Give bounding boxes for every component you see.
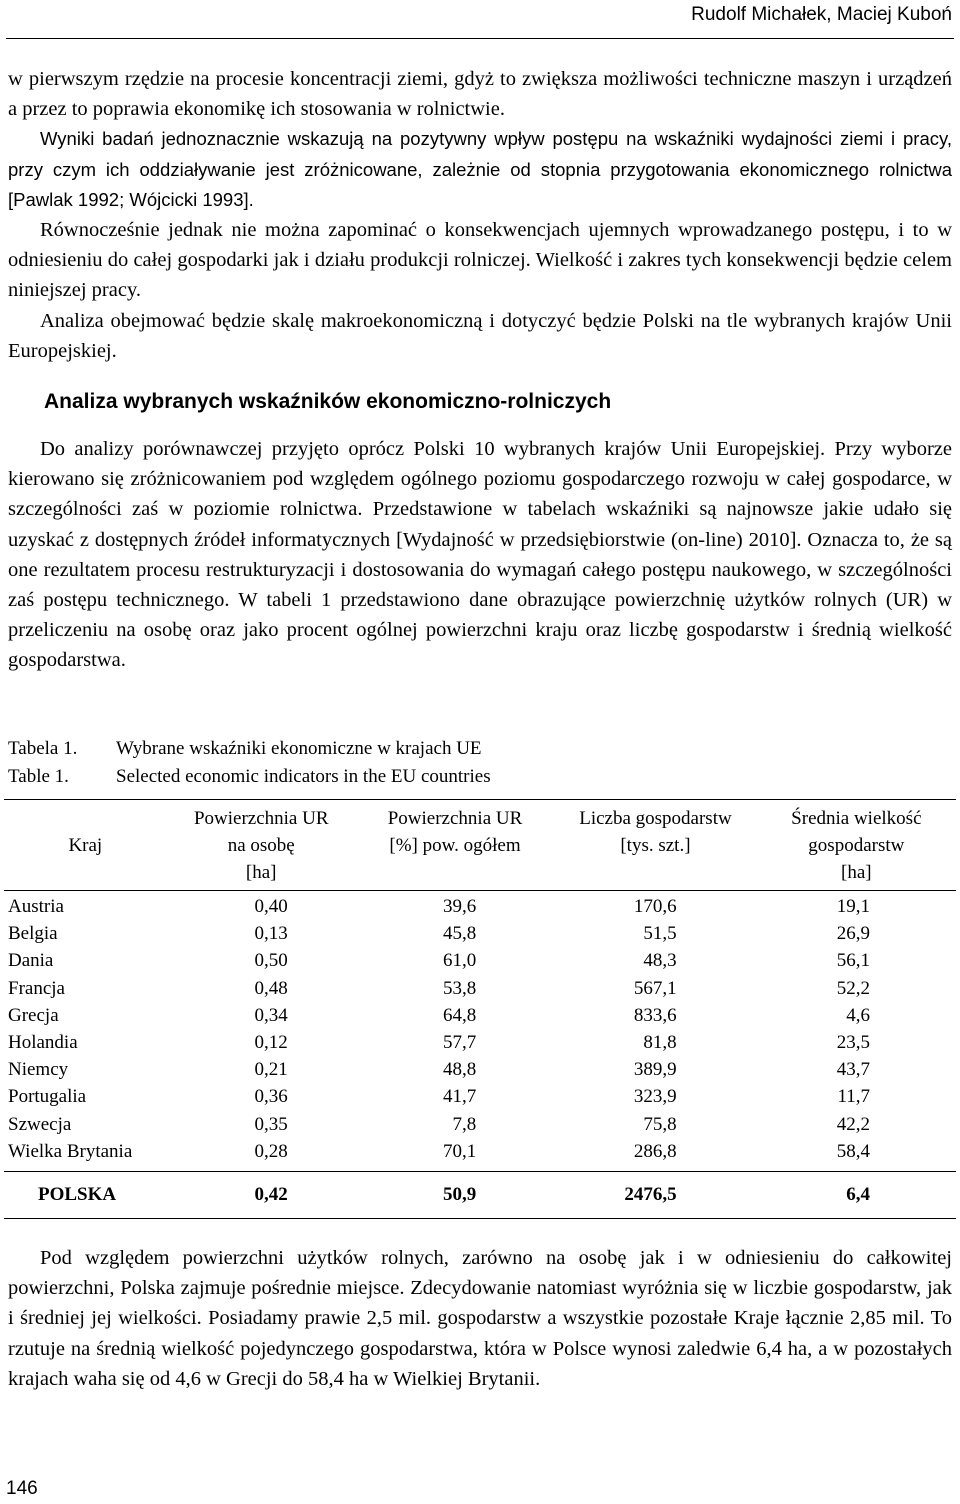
cell-farms: 81,8	[643, 1032, 677, 1054]
cell-country: Wielka Brytania	[8, 1140, 133, 1162]
conclusion-text	[8, 1243, 952, 1394]
cell-ur-percent: 64,8	[443, 1004, 477, 1026]
cell-country: Francja	[8, 977, 65, 999]
cell-ur-percent: 57,7	[443, 1032, 477, 1054]
cell-country: Dania	[8, 950, 54, 972]
cell-country: Holandia	[8, 1032, 78, 1054]
table-row	[4, 1083, 956, 1110]
cell-ur-percent: 48,8	[443, 1059, 477, 1081]
cell-country: Grecja	[8, 1004, 59, 1026]
page-number: 146	[6, 1478, 38, 1499]
cell-farms: 286,8	[633, 1140, 677, 1162]
cell-farms: 389,9	[633, 1059, 677, 1081]
cell-farms: 567,1	[633, 977, 677, 999]
section-heading: Analiza wybranych wskaźników ekonomiczno-rolniczych	[44, 390, 612, 413]
cell-avg-size: 26,9	[836, 923, 870, 945]
cell-country: Portugalia	[8, 1086, 87, 1108]
intro-text	[8, 64, 952, 366]
table-caption-pl-text: Wybrane wskaźniki ekonomiczne w krajach UE	[116, 738, 482, 759]
cell-ur-percent: 45,8	[443, 923, 477, 945]
cell-avg-size: 58,4	[836, 1140, 870, 1162]
intro-paragraph-4: Analiza obejmować będzie skalę makroekonomiczną i dotyczyć będzie Polski na tle wybranych krajów Unii Europejskiej.	[8, 309, 952, 362]
cell-country: Szwecja	[8, 1113, 72, 1135]
cell-ur-percent: 41,7	[443, 1086, 477, 1108]
cell-ur-percent: 39,6	[443, 896, 477, 917]
table-row	[4, 1002, 956, 1029]
table-total-row-poland	[4, 1172, 956, 1219]
cell-ur-per-person: 0,36	[254, 1086, 288, 1108]
cell-country: Austria	[8, 896, 64, 917]
cell-ur-percent: 61,0	[443, 950, 477, 972]
cell-ur-per-person: 0,48	[254, 977, 288, 999]
intro-paragraph-3: Równocześnie jednak nie można zapominać o konsekwencjach ujemnych wprowadzanego postępu, i to w odniesieniu do całej gospodarki jak i działu produkcji rolniczej. Wielkość i zakres tych konsekwencji będzie celem niniejszej pracy.	[8, 219, 952, 302]
table-row	[4, 1138, 956, 1172]
cell-avg-size: 4,6	[846, 1004, 870, 1026]
column-header-farms: Liczba gospodarstw [tys. szt.]	[554, 800, 756, 891]
table-header-row	[4, 800, 956, 891]
cell-ur-percent: 7,8	[452, 1113, 477, 1135]
cell-ur-per-person: 0,50	[254, 950, 288, 972]
table-row	[4, 1029, 956, 1056]
cell-ur-per-person: 0,34	[254, 1004, 288, 1026]
cell-farms: 75,8	[643, 1113, 677, 1135]
table-row	[4, 947, 956, 974]
cell-country: POLSKA	[4, 1172, 167, 1219]
column-header-area-percent: Powierzchnia UR [%] pow. ogółem	[356, 800, 554, 891]
cell-avg-size: 19,1	[836, 896, 870, 917]
cell-avg-size: 23,5	[836, 1032, 870, 1054]
header-rule	[6, 38, 954, 39]
cell-ur-per-person: 0,35	[254, 1113, 288, 1135]
section-paragraph: Do analizy porównawczej przyjęto oprócz Polski 10 wybranych krajów Unii Europejskiej. Przy wyborze kierowano się zróżnicowaniem pod względem ogólnego poziomu gospodarczego rozwoju w całej gospodarce, w szczególności zaś w poziomie rolnictwa. Przedstawione w tabelach wskaźniki są najnowsze jakie udało się uzyskać z dostępnych źródeł informatycznych [Wydajność w przedsiębiorstwie (on-line) 2010]. Oznacza to, że są one rezultatem procesu restrukturyzacji i dostosowania do wymagań całego postępu naukowego, w szczególności zaś postępu technicznego. W tabeli 1 przedstawiono dane obrazujące powierzchnię użytków rolnych (UR) w przeliczeniu na osobę oraz jako procent ogólnej powierzchni kraju oraz liczbę gospodarstw i średnią wielkość gospodarstwa.	[8, 438, 952, 672]
cell-country: Niemcy	[8, 1059, 69, 1081]
cell-farms: 2476,5	[554, 1172, 756, 1219]
intro-paragraph-2: Wyniki badań jednoznacznie wskazują na pozytywny wpływ postępu na wskaźniki wydajności ziemi i pracy, przy czym ich oddziaływanie jest zróżnicowane, zależnie od stopnia przygotowania ekonomicznego rolnictwa [Pawlak 1992; Wójcicki 1993].	[8, 128, 952, 210]
table-caption-pl-label: Tabela 1.	[8, 738, 78, 759]
table-row	[4, 1111, 956, 1138]
cell-ur-per-person: 0,40	[254, 896, 288, 917]
column-header-country: Kraj	[4, 800, 167, 891]
intro-paragraph-1: w pierwszym rzędzie na procesie koncentracji ziemi, gdyż to zwiększa możliwości techniczne maszyn i urządzeń a przez to poprawia ekonomikę ich stosowania w rolnictwie.	[8, 68, 952, 121]
indicators-table	[4, 799, 956, 1219]
cell-farms: 48,3	[643, 950, 677, 972]
cell-avg-size: 52,2	[836, 977, 870, 999]
cell-ur-percent: 53,8	[443, 977, 477, 999]
cell-ur-per-person: 0,13	[254, 923, 288, 945]
table-caption	[8, 735, 491, 791]
cell-avg-size: 43,7	[836, 1059, 870, 1081]
cell-ur-percent: 70,1	[443, 1140, 477, 1162]
cell-avg-size: 56,1	[836, 950, 870, 972]
cell-avg-size: 6,4	[757, 1172, 956, 1219]
table-row	[4, 975, 956, 1002]
cell-farms: 170,6	[633, 896, 677, 917]
table-caption-en-label: Table 1.	[8, 766, 69, 787]
cell-farms: 51,5	[643, 923, 677, 945]
table-caption-en-text: Selected economic indicators in the EU countries	[116, 766, 491, 787]
conclusion-paragraph: Pod względem powierzchni użytków rolnych, zarówno na osobę jak i w odniesieniu do całkowitej powierzchni, Polska zajmuje pośrednie miejsce. Zdecydowanie natomiast wyróżnia się w liczbie gospodarstw, jak i średniej jej wielkości. Posiadamy prawie 2,5 mil. gospodarstw a wszystkie pozostałe Kraje łącznie 2,85 mil. To rzutuje na średnią wielkość pojedynczego gospodarstwa, która w Polsce wynosi zaledwie 6,4 ha, a w pozostałych krajach waha się od 4,6 w Grecji do 58,4 ha w Wielkiej Brytanii.	[8, 1247, 952, 1390]
column-header-area-per-person: Powierzchnia UR na osobę [ha]	[167, 800, 356, 891]
section-text	[8, 434, 952, 676]
cell-ur-per-person: 0,28	[254, 1140, 288, 1162]
cell-avg-size: 42,2	[836, 1113, 870, 1135]
table-row	[4, 891, 956, 921]
column-header-avg-size: Średnia wielkość gospodarstw [ha]	[757, 800, 956, 891]
cell-ur-percent: 50,9	[356, 1172, 554, 1219]
cell-ur-per-person: 0,21	[254, 1059, 288, 1081]
cell-ur-per-person: 0,42	[167, 1172, 356, 1219]
cell-farms: 833,6	[633, 1004, 677, 1026]
table-row	[4, 920, 956, 947]
running-head-authors: Rudolf Michałek, Maciej Kuboń	[691, 4, 952, 25]
cell-farms: 323,9	[633, 1086, 677, 1108]
cell-ur-per-person: 0,12	[254, 1032, 288, 1054]
cell-avg-size: 11,7	[837, 1086, 870, 1108]
cell-country: Belgia	[8, 923, 58, 945]
table-row	[4, 1056, 956, 1083]
